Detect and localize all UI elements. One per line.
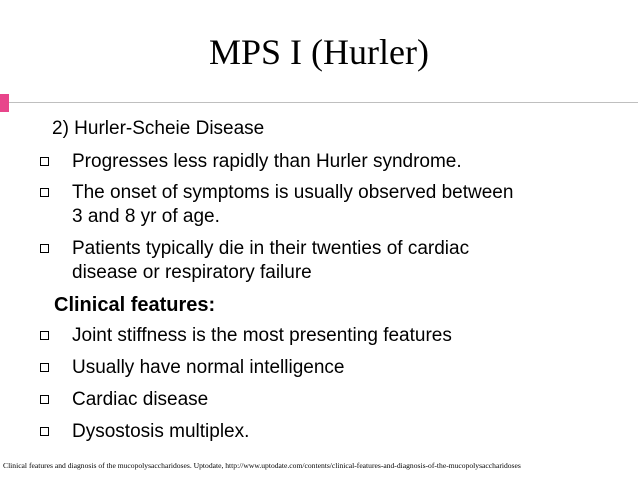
hollow-square-bullet-icon <box>40 244 49 253</box>
bullet-text-continued: 3 and 8 yr of age. <box>72 206 220 227</box>
hollow-square-bullet-icon <box>40 427 49 436</box>
bullet-text-continued: disease or respiratory failure <box>72 262 312 283</box>
hollow-square-bullet-icon <box>40 395 49 404</box>
feature-text: Dysostosis multiplex. <box>72 421 250 442</box>
hollow-square-bullet-icon <box>40 157 49 166</box>
bullet-text: Patients typically die in their twenties of cardiac <box>72 238 470 259</box>
section-heading: 2) Hurler-Scheie Disease <box>52 118 265 139</box>
hollow-square-bullet-icon <box>40 188 49 197</box>
clinical-features-heading: Clinical features: <box>54 294 216 316</box>
slide-title: MPS I (Hurler) <box>209 32 429 72</box>
title-divider <box>9 102 638 103</box>
citation-footnote: Clinical features and diagnosis of the mucopolysaccharidoses. Uptodate, http://www.uptodate.com/contents/clinical-features-and-diagnosis-of-the-mucopolysaccharidoses <box>3 461 521 470</box>
bullet-text: Progresses less rapidly than Hurler syndrome. <box>72 151 462 172</box>
bullet-text: The onset of symptoms is usually observed between <box>72 182 514 203</box>
hollow-square-bullet-icon <box>40 331 49 340</box>
accent-bar <box>0 94 9 112</box>
feature-text: Cardiac disease <box>72 389 209 410</box>
feature-text: Joint stiffness is the most presenting features <box>72 325 452 346</box>
feature-text: Usually have normal intelligence <box>72 357 345 378</box>
hollow-square-bullet-icon <box>40 363 49 372</box>
